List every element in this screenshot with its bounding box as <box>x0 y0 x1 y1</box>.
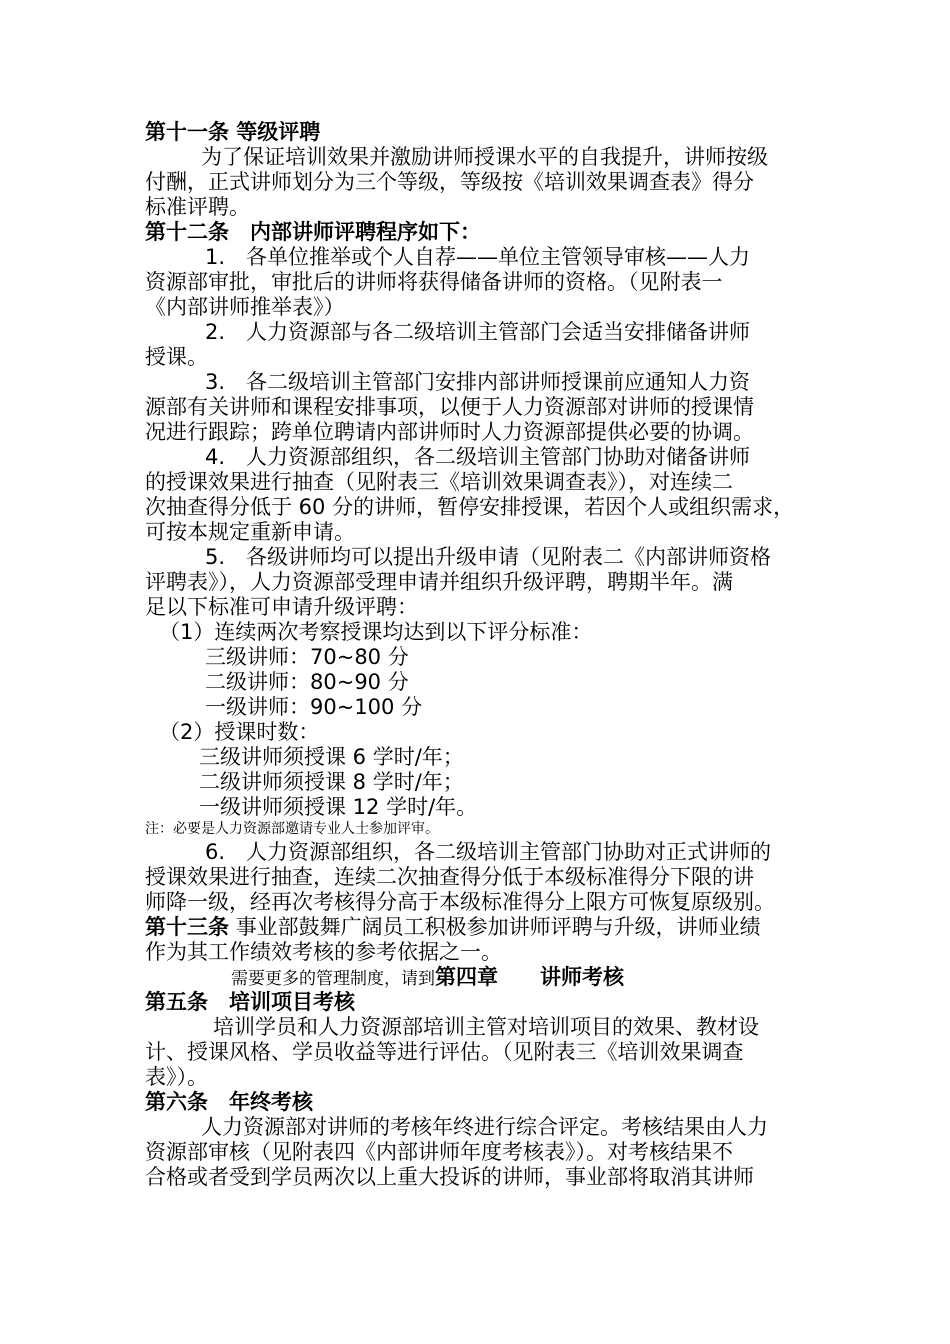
score-level-2: 二级讲师：80~90 分 <box>205 670 409 694</box>
banner-chapter: 第四章 讲师考核 <box>435 965 624 989</box>
item-6-line-3: 师降一级，经再次考核得分高于本级标准得分上限方可恢复原级别。 <box>145 890 775 914</box>
item-1-line-1: 1. 各单位推举或个人自荐——单位主管领导审核——人力 <box>205 245 751 269</box>
article-6-line-3: 合格或者受到学员两次以上重大投诉的讲师，事业部将取消其讲师 <box>145 1165 754 1189</box>
article-13-line-2: 作为其工作绩效考核的参考依据之一。 <box>145 940 502 964</box>
article-6-line-1: 人力资源部对讲师的考核年终进行综合评定。考核结果由人力 <box>201 1115 768 1139</box>
article-11-line-3: 标准评聘。 <box>145 195 250 219</box>
article-5-line-2: 计、授课风格、学员收益等进行评估。（见附表三《培训效果调查 <box>145 1040 744 1064</box>
article-6-heading: 第六条 年终考核 <box>145 1090 313 1114</box>
item-6-line-2: 授课效果进行抽查，连续二次抽查得分低于本级标准得分下限的讲 <box>145 865 754 889</box>
hours-level-3: 三级讲师须授课 6 学时/年； <box>199 745 464 769</box>
item-1-line-2: 资源部审批，审批后的讲师将获得储备讲师的资格。（见附表一 <box>145 270 723 294</box>
item-4-line-1: 4. 人力资源部组织，各二级培训主管部门协助对储备讲师 <box>205 445 751 469</box>
more-banner <box>145 965 817 990</box>
item-5-line-3: 足以下标准可申请升级评聘： <box>145 595 418 619</box>
article-5-line-3: 表》）。 <box>145 1065 208 1089</box>
item-3-line-2: 源部有关讲师和课程安排事项，以便于人力资源部对讲师的授课情 <box>145 395 754 419</box>
article-5-line-1: 培训学员和人力资源部培训主管对培训项目的效果、教材设 <box>213 1015 759 1039</box>
item-4-line-4: 可按本规定重新申请。 <box>145 520 355 544</box>
article-5-heading: 第五条 培训项目考核 <box>145 990 355 1014</box>
article-6-line-2: 资源部审核（见附表四《内部讲师年度考核表》）。对考核结果不 <box>145 1140 733 1164</box>
article-11-line-1: 为了保证培训效果并激励讲师授课水平的自我提升，讲师按级 <box>201 145 768 169</box>
item-5-line-2: 评聘表》），人力资源部受理申请并组织升级评聘，聘期半年。满 <box>145 570 733 594</box>
item-4-line-2: 的授课效果进行抽查（见附表三《培训效果调查表》），对连续二 <box>145 470 733 494</box>
item-4-line-3: 次抽查得分低于 60 分的讲师，暂停安排授课，若因个人或组织需求， <box>145 495 795 519</box>
article-12-heading: 第十二条 内部讲师评聘程序如下： <box>145 220 481 244</box>
article-13-heading: 第十三条 <box>145 915 229 939</box>
banner-prefix: 需要更多的管理制度，请到 <box>231 969 435 989</box>
item-3-line-1: 3. 各二级培训主管部门安排内部讲师授课前应通知人力资 <box>205 370 751 394</box>
item-2-line-1: 2. 人力资源部与各二级培训主管部门会适当安排储备讲师 <box>205 320 751 344</box>
article-13-text-1: 事业部鼓舞广阔员工积极参加讲师评聘与升级，讲师业绩 <box>235 915 761 939</box>
note: 注：必要是人力资源部邀请专业人士参加评审。 <box>145 821 439 837</box>
article-11-line-2: 付酬，正式讲师划分为三个等级，等级按《培训效果调查表》得分 <box>145 170 754 194</box>
document-page <box>145 120 817 1190</box>
article-13-line-1 <box>145 915 817 940</box>
item-3-line-3: 况进行跟踪；跨单位聘请内部讲师时人力资源部提供必要的协调。 <box>145 420 754 444</box>
item-1-line-3: 《内部讲师推举表》） <box>145 295 345 319</box>
criteria-1-label: （1）连续两次考察授课均达到以下评分标准： <box>159 620 593 644</box>
article-11-heading: 第十一条 等级评聘 <box>145 120 321 144</box>
item-6-line-1: 6. 人力资源部组织，各二级培训主管部门协助对正式讲师的 <box>205 840 772 864</box>
score-level-1: 一级讲师：90~100 分 <box>205 695 423 719</box>
item-2-line-2: 授课。 <box>145 345 208 369</box>
score-level-3: 三级讲师：70~80 分 <box>205 645 409 669</box>
hours-level-2: 二级讲师须授课 8 学时/年； <box>199 770 464 794</box>
item-5-line-1: 5. 各级讲师均可以提出升级申请（见附表二《内部讲师资格 <box>205 545 772 569</box>
hours-level-1: 一级讲师须授课 12 学时/年。 <box>199 795 478 819</box>
criteria-2-label: （2）授课时数： <box>159 720 320 744</box>
